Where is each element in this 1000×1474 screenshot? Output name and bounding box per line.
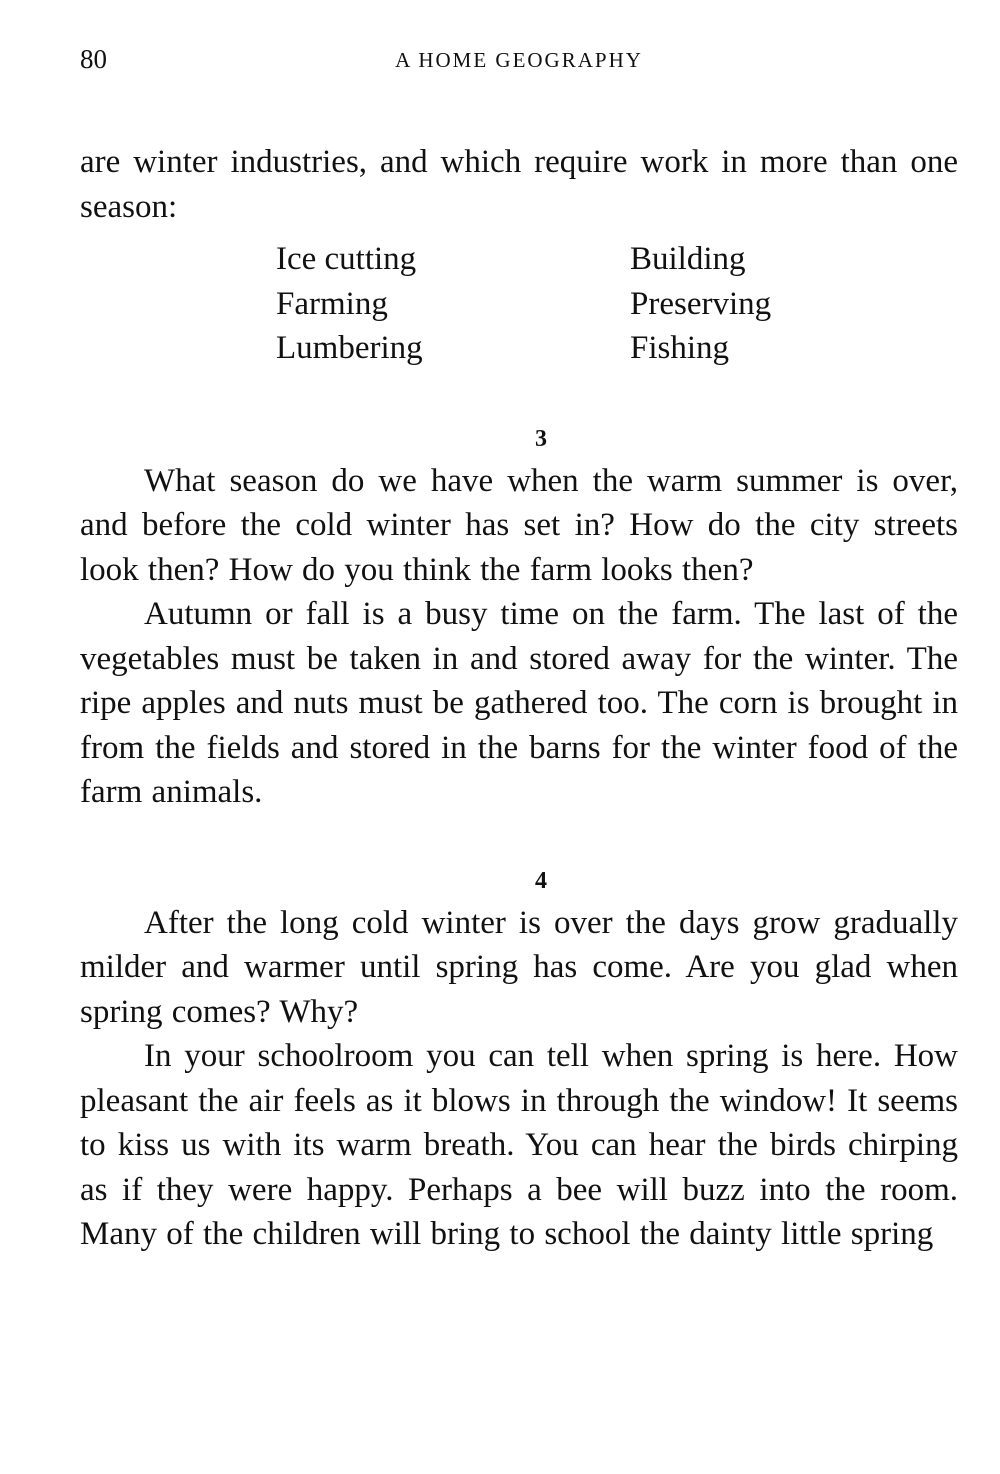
- industry-item: Building: [630, 241, 746, 277]
- industry-item: Farming: [276, 285, 388, 322]
- industry-item: Lumbering: [276, 330, 423, 366]
- intro-paragraph: are winter industries, and which require work in more than one season:: [80, 144, 958, 225]
- section-3-paragraph-1: What season do we have when the warm summer is over, and before the cold winter has set in? How do the city streets look then? How do you think the farm looks then?: [80, 462, 958, 588]
- industry-item: Ice cutting: [276, 241, 417, 277]
- book-page: [80, 40, 958, 1257]
- industry-item: Preserving: [630, 285, 772, 322]
- section-4-paragraph-2: In your schoolroom you can tell when spring is here. How pleasant the air feels as it blows in through the window! It seems to kiss us with its warm breath. You can hear the birds chirping as if they were happy. Perhaps a bee will buzz into the room. Many of the children will bring to school the dainty little spring: [80, 1038, 958, 1252]
- industry-item: Fishing: [630, 330, 730, 366]
- section-4-paragraph-1: After the long cold winter is over the days grow gradually milder and warmer until spring has come. Are you glad when spring comes? Why?: [80, 904, 958, 1030]
- book-title: A HOME GEOGRAPHY: [395, 48, 643, 72]
- section-number-4: 4: [535, 867, 547, 894]
- running-head: [80, 40, 958, 80]
- industries-list: [276, 237, 958, 371]
- section-number-3: 3: [535, 425, 547, 452]
- page-number: 80: [80, 44, 107, 74]
- section-3-paragraph-2: Autumn or fall is a busy time on the farm. The last of the vegetables must be taken in and stored away for the winter. The ripe apples and nuts must be gathered too. The corn is brought in from the fields and stored in the barns for the winter food of the farm animals.: [80, 596, 958, 810]
